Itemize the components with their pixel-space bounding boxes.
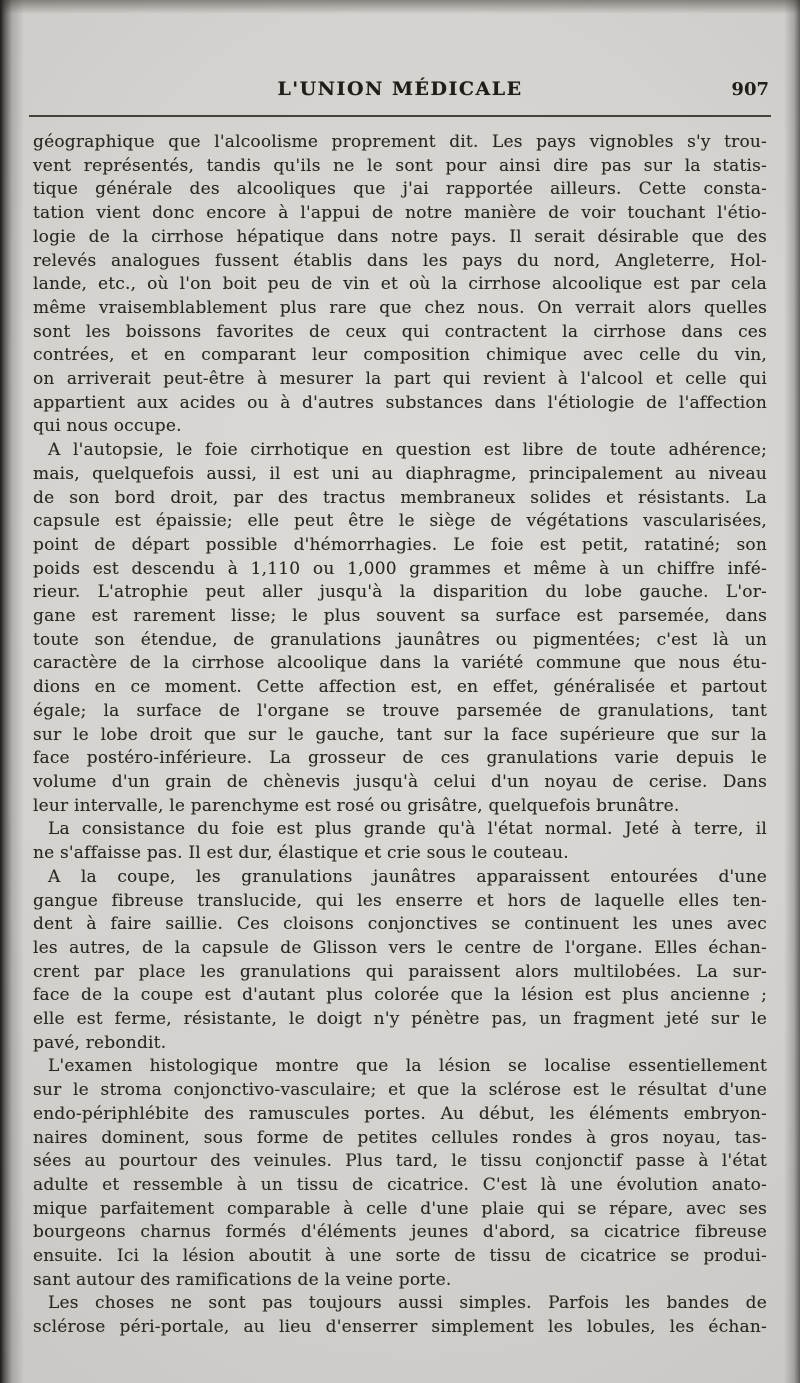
text-line: endo-périphlébite des ramuscules portes. Au début, les éléments embryon- (33, 1103, 767, 1124)
text-line: sur le lobe droit que sur le gauche, tant sur la face supérieure que sur la (33, 724, 767, 745)
text-line: on arriverait peut-être à mesurer la part qui revient à l'alcool et celle qui (33, 369, 767, 390)
text-line: mique parfaitement comparable à celle d'une plaie qui se répare, avec ses (33, 1198, 767, 1219)
text-line: sclérose péri-portale, au lieu d'enserrer simplement les lobules, les échan- (33, 1317, 767, 1338)
text-line: capsule est épaissie; elle peut être le siège de végétations vascularisées, (33, 511, 767, 532)
journal-title: L'UNION MÉDICALE (277, 78, 523, 100)
text-line: crent par place les granulations qui paraissent alors multilobées. La sur- (33, 961, 767, 982)
text-line: contrées, et en comparant leur composition chimique avec celle du vin, (33, 345, 767, 366)
paragraph (33, 131, 767, 439)
text-line: appartient aux acides ou à d'autres substances dans l'étiologie de l'affection (33, 392, 767, 413)
text-line: gane est rarement lisse; le plus souvent sa surface est parsemée, dans (33, 606, 767, 627)
text-line: relevés analogues fussent établis dans les pays du nord, Angleterre, Hol- (33, 250, 767, 271)
text-line: bourgeons charnus formés d'éléments jeunes d'abord, sa cicatrice fibreuse (33, 1222, 767, 1243)
text-line: vent représentés, tandis qu'ils ne le sont pour ainsi dire pas sur la statis- (33, 155, 767, 176)
text-line: tique générale des alcooliques que j'ai rapportée ailleurs. Cette consta- (33, 179, 767, 200)
text-line: adulte et ressemble à un tissu de cicatrice. C'est là une évolution anato- (33, 1174, 767, 1195)
text-line: La consistance du foie est plus grande qu'à l'état normal. Jeté à terre, il (48, 819, 767, 840)
paragraph (33, 866, 767, 1056)
paragraph (33, 1055, 767, 1292)
page-number: 907 (731, 79, 769, 100)
text-line: caractère de la cirrhose alcoolique dans la variété commune que nous étu- (33, 653, 767, 674)
text-line: dent à faire saillie. Ces cloisons conjonctives se continuent les unes avec (33, 914, 767, 935)
text-line: pavé, rebondit. (33, 1032, 167, 1053)
text-line: géographique que l'alcoolisme proprement dit. Les pays vignobles s'y trou- (33, 132, 767, 152)
text-line: toute son étendue, de granulations jaunâtres ou pigmentées; c'est là un (33, 629, 767, 650)
text-line: elle est ferme, résistante, le doigt n'y pénètre pas, un fragment jeté sur le (33, 1009, 767, 1030)
text-line: gangue fibreuse translucide, qui les enserre et hors de laquelle elles ten- (33, 890, 767, 911)
header-rule (29, 115, 771, 117)
text-line: rieur. L'atrophie peut aller jusqu'à la disparition du lobe gauche. L'or- (33, 582, 767, 603)
text-line: volume d'un grain de chènevis jusqu'à celui d'un noyau de cerise. Dans (33, 771, 767, 792)
text-line: sées au pourtour des veinules. Plus tard, le tissu conjonctif passe à l'état (33, 1151, 767, 1172)
text-line: tation vient donc encore à l'appui de notre manière de voir touchant l'étio- (33, 203, 767, 224)
text-line: les autres, de la capsule de Glisson vers le centre de l'organe. Elles échan- (33, 937, 767, 958)
text-line: face postéro-inférieure. La grosseur de ces granulations varie depuis le (33, 748, 767, 769)
text-line: logie de la cirrhose hépatique dans notre pays. Il serait désirable que des (33, 226, 767, 247)
paragraph (33, 1292, 767, 1339)
text-line: égale; la surface de l'organe se trouve parsemée de granulations, tant (33, 700, 767, 721)
text-line: ne s'affaisse pas. Il est dur, élastique et crie sous le couteau. (33, 843, 569, 864)
scan-edge-shadow-left (0, 0, 24, 1383)
text-line: de son bord droit, par des tractus membraneux solides et résistants. La (33, 487, 767, 508)
text-line: mais, quelquefois aussi, il est uni au diaphragme, principalement au niveau (33, 463, 767, 484)
paragraph (33, 818, 767, 865)
text-line: poids est descendu à 1,110 ou 1,000 grammes et même à un chiffre infé- (33, 558, 767, 579)
text-line: L'examen histologique montre que la lésion se localise essentiellement (48, 1056, 767, 1077)
text-line: A la coupe, les granulations jaunâtres apparaissent entourées d'une (48, 866, 767, 887)
text-line: sant autour des ramifications de la veine porte. (33, 1269, 452, 1290)
text-line: qui nous occupe. (33, 416, 182, 437)
page-header (29, 78, 771, 108)
text-line: Les choses ne sont pas toujours aussi simples. Parfois les bandes de (48, 1293, 767, 1314)
text-line: dions en ce moment. Cette affection est, en effet, généralisée et partout (33, 677, 767, 698)
scan-edge-shadow-right (784, 0, 800, 1383)
text-line: naires dominent, sous forme de petites cellules rondes à gros noyau, tas- (33, 1127, 767, 1148)
text-line: lande, etc., où l'on boit peu de vin et où la cirrhose alcoolique est par cela (33, 274, 767, 295)
text-line: sur le stroma conjonctivo-vasculaire; et que la sclérose est le résultat d'une (33, 1080, 767, 1101)
text-line: sont les boissons favorites de ceux qui contractent la cirrhose dans ces (33, 321, 767, 342)
text-column (33, 131, 767, 1340)
scan-edge-shadow-top (0, 0, 800, 14)
text-line: leur intervalle, le parenchyme est rosé ou grisâtre, quelquefois brunâtre. (33, 795, 680, 816)
text-line: ensuite. Ici la lésion aboutit à une sorte de tissu de cicatrice se produi- (33, 1246, 767, 1267)
text-line: même vraisemblablement plus rare que chez nous. On verrait alors quelles (33, 297, 767, 318)
paragraph (33, 439, 767, 818)
text-line: face de la coupe est d'autant plus colorée que la lésion est plus ancienne ; (33, 985, 767, 1006)
text-line: A l'autopsie, le foie cirrhotique en question est libre de toute adhérence; (48, 440, 767, 461)
text-line: point de départ possible d'hémorrhagies. Le foie est petit, ratatiné; son (33, 534, 767, 555)
